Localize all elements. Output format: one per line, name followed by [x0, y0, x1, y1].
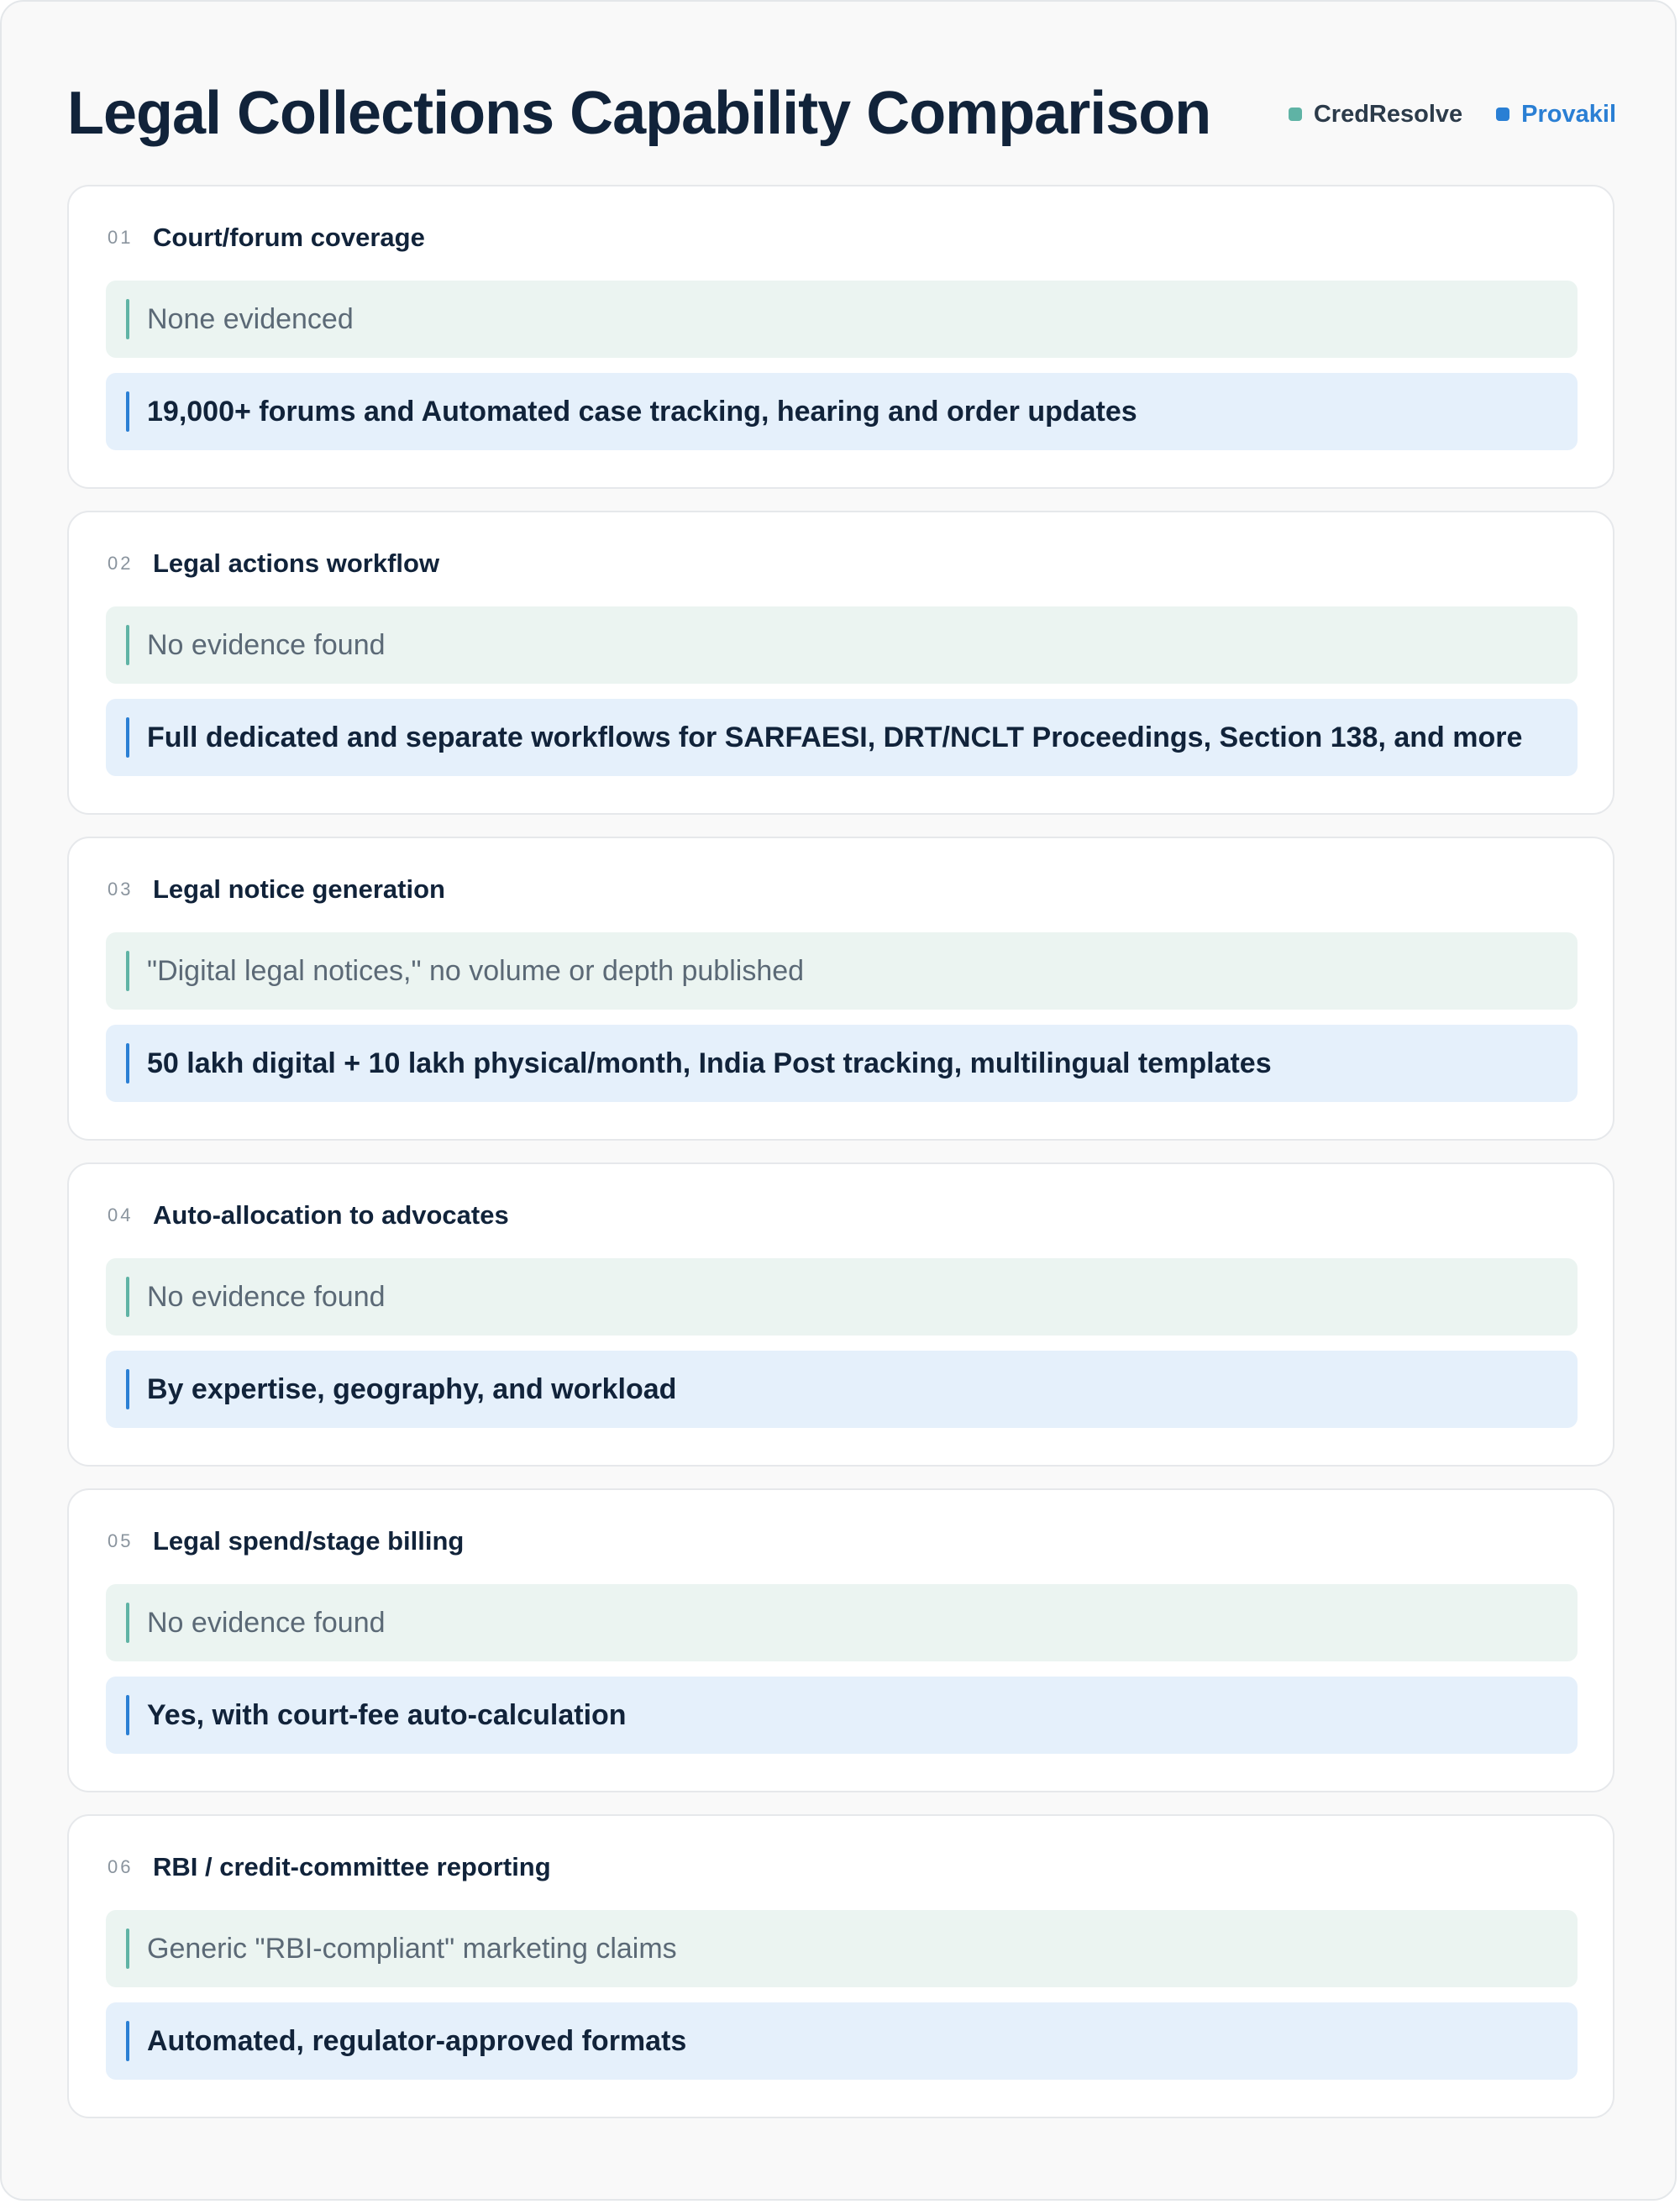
comparison-card	[67, 511, 1614, 815]
credresolve-row	[106, 1258, 1578, 1336]
credresolve-accent-bar	[126, 951, 129, 991]
card-number: 01	[108, 227, 134, 248]
provakil-accent-bar	[126, 391, 129, 432]
comparison-card	[67, 185, 1614, 489]
provakil-text: 50 lakh digital + 10 lakh physical/month, India Post tracking, multilingual templates	[147, 1047, 1272, 1079]
comparison-card	[67, 1162, 1614, 1467]
credresolve-accent-bar	[126, 625, 129, 665]
card-number: 06	[108, 1856, 134, 1877]
legend-item-credresolve	[1289, 97, 1462, 131]
card-number: 02	[108, 553, 134, 574]
provakil-text: Full dedicated and separate workflows for SARFAESI, DRT/NCLT Proceedings, Section 138, and more	[147, 722, 1523, 753]
card-header	[108, 1524, 464, 1559]
provakil-row	[106, 1351, 1578, 1428]
header	[67, 76, 1616, 151]
comparison-card	[67, 1814, 1614, 2118]
card-header	[108, 872, 445, 907]
provakil-text: Yes, with court-fee auto-calculation	[147, 1699, 627, 1731]
legend-swatch-credresolve	[1289, 108, 1302, 121]
legend	[1255, 97, 1616, 131]
provakil-accent-bar	[126, 717, 129, 758]
credresolve-text: "Digital legal notices," no volume or depth published	[147, 955, 805, 987]
credresolve-text: Generic "RBI-compliant" marketing claims	[147, 1933, 677, 1965]
legend-label-provakil: Provakil	[1521, 101, 1616, 128]
credresolve-accent-bar	[126, 1603, 129, 1643]
credresolve-text: No evidence found	[147, 1281, 386, 1313]
card-title: Legal notice generation	[153, 874, 445, 904]
credresolve-text: No evidence found	[147, 1607, 386, 1639]
provakil-accent-bar	[126, 2021, 129, 2061]
provakil-text: By expertise, geography, and workload	[147, 1373, 677, 1405]
comparison-card	[67, 1488, 1614, 1792]
legend-swatch-provakil	[1496, 108, 1509, 121]
card-number: 03	[108, 879, 134, 900]
credresolve-accent-bar	[126, 299, 129, 339]
credresolve-text: None evidenced	[147, 303, 354, 335]
comparison-card	[67, 837, 1614, 1141]
card-title: Court/forum coverage	[153, 223, 425, 252]
card-title: RBI / credit-committee reporting	[153, 1852, 551, 1881]
card-title: Legal actions workflow	[153, 548, 440, 578]
legend-label-credresolve: CredResolve	[1313, 101, 1463, 128]
credresolve-accent-bar	[126, 1928, 129, 1969]
credresolve-row	[106, 281, 1578, 358]
card-header	[108, 1850, 551, 1885]
provakil-row	[106, 1025, 1578, 1102]
provakil-row	[106, 2002, 1578, 2080]
credresolve-row	[106, 1584, 1578, 1661]
card-header	[108, 546, 439, 581]
provakil-accent-bar	[126, 1695, 129, 1735]
provakil-row	[106, 1677, 1578, 1754]
card-number: 05	[108, 1530, 134, 1551]
legend-item-provakil	[1496, 97, 1616, 131]
credresolve-text: No evidence found	[147, 629, 386, 661]
card-number: 04	[108, 1204, 134, 1225]
provakil-text: Automated, regulator-approved formats	[147, 2025, 687, 2057]
card-title: Legal spend/stage billing	[153, 1526, 465, 1556]
card-header	[108, 220, 425, 255]
provakil-text: 19,000+ forums and Automated case tracking, hearing and order updates	[147, 396, 1137, 428]
credresolve-accent-bar	[126, 1277, 129, 1317]
provakil-accent-bar	[126, 1043, 129, 1084]
card-header	[108, 1198, 509, 1233]
provakil-row	[106, 373, 1578, 450]
provakil-row	[106, 699, 1578, 776]
credresolve-row	[106, 1910, 1578, 1987]
credresolve-row	[106, 606, 1578, 684]
credresolve-row	[106, 932, 1578, 1010]
provakil-accent-bar	[126, 1369, 129, 1409]
card-title: Auto-allocation to advocates	[153, 1200, 509, 1230]
comparison-cards	[67, 185, 1614, 2140]
page-title: Legal Collections Capability Comparison	[67, 80, 1211, 147]
